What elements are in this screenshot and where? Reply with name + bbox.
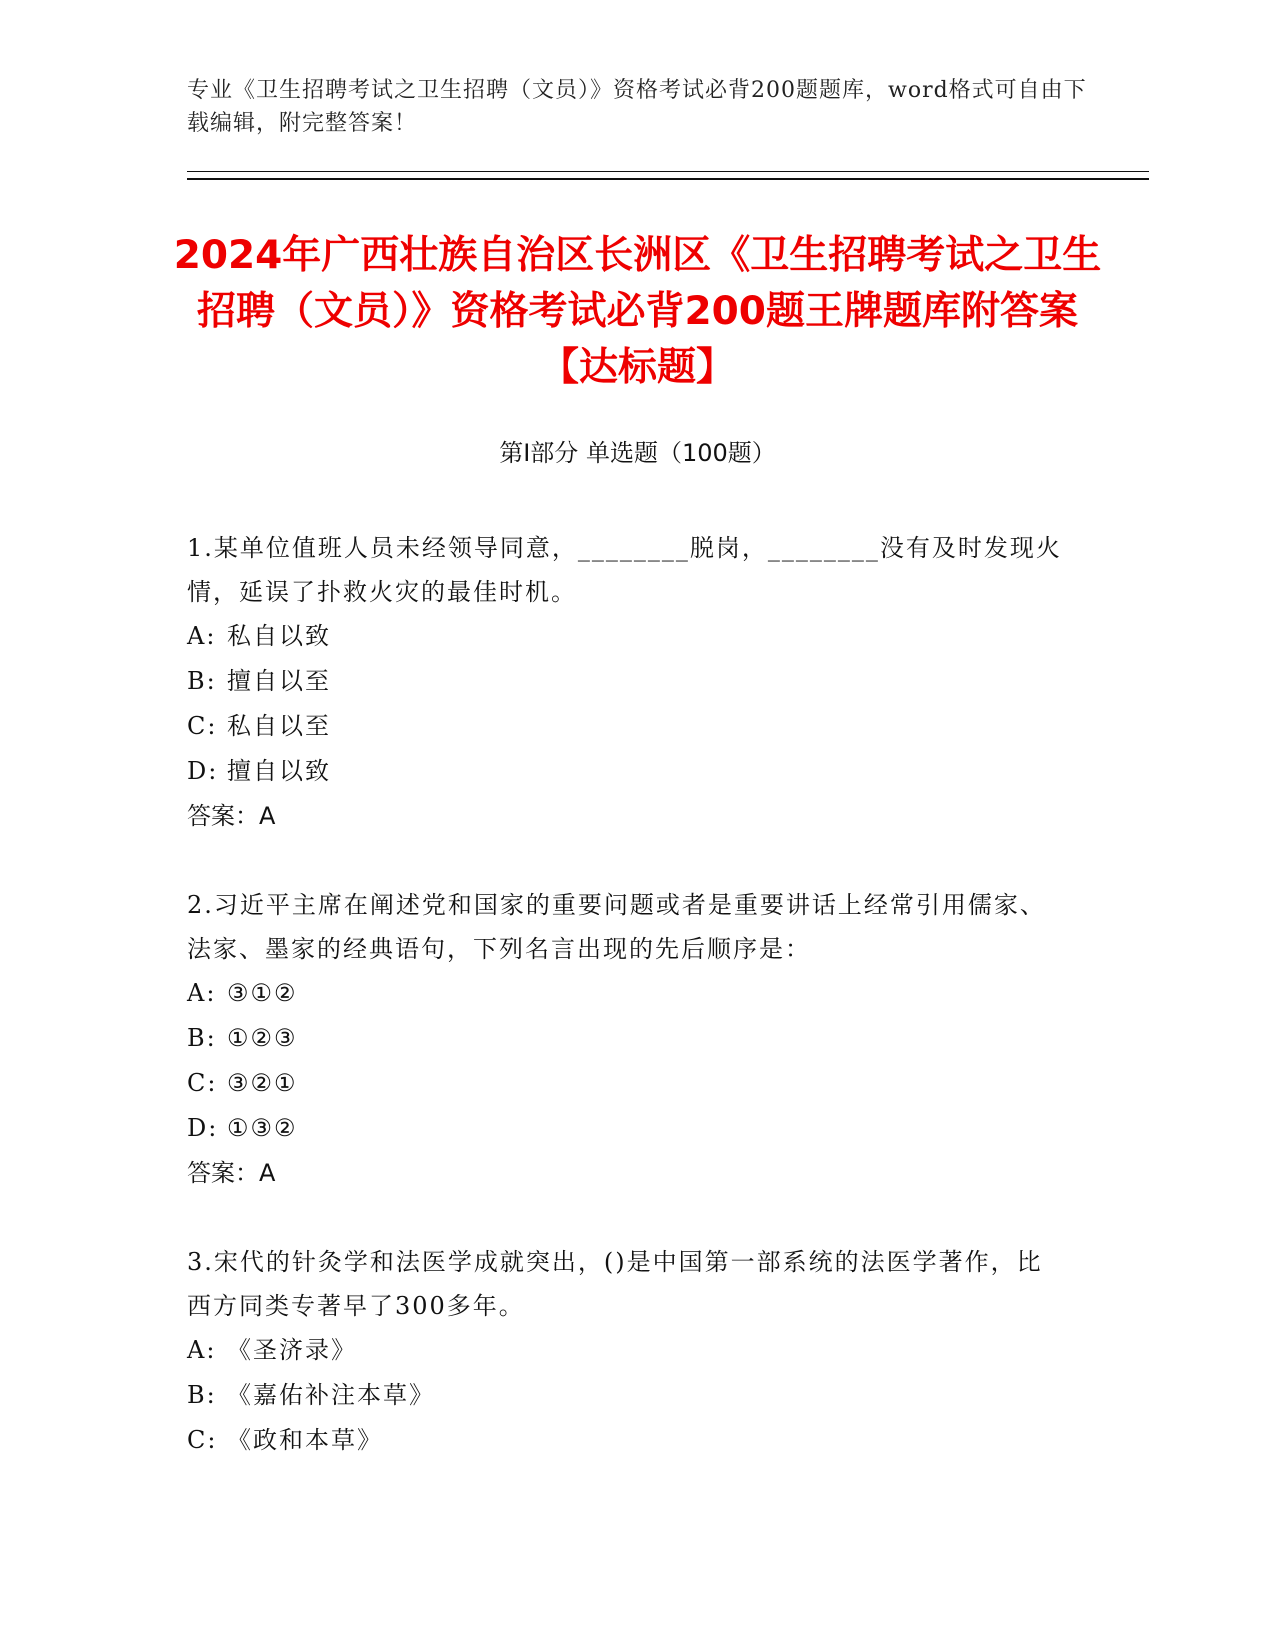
option-letter: A: [187, 979, 217, 1007]
option-b [187, 1373, 1067, 1418]
header-divider-thin [187, 171, 1149, 172]
option-c [187, 1061, 1067, 1106]
option-text: 《圣济录》 [227, 1336, 357, 1364]
option-c [187, 1418, 1067, 1463]
option-letter: D: [187, 757, 219, 785]
question-2 [187, 883, 1067, 1196]
option-letter: A: [187, 1336, 217, 1364]
option-letter: B: [187, 1024, 217, 1052]
option-text: ①③② [227, 1114, 298, 1142]
answer-line: 答案：A [187, 802, 276, 830]
option-text: ③①② [227, 979, 298, 1007]
option-c [187, 704, 1067, 749]
option-letter: B: [187, 667, 217, 695]
option-b [187, 1016, 1067, 1061]
option-letter: C: [187, 1426, 218, 1454]
section-title: 第I部分 单选题（100题） [499, 439, 776, 467]
answer-line: 答案：A [187, 1159, 276, 1187]
option-text: 私自以致 [227, 622, 331, 650]
question-1 [187, 526, 1067, 839]
question-list [187, 526, 1067, 1507]
question-stem: 2.习近平主席在阐述党和国家的重要问题或者是重要讲话上经常引用儒家、法家、墨家的经典语句，下列名言出现的先后顺序是： [187, 891, 1046, 963]
document-title: 2024年广西壮族自治区长洲区《卫生招聘考试之卫生招聘（文员）》资格考试必背200题王牌题库附答案【达标题】 [173, 233, 1102, 390]
option-text: 《政和本草》 [227, 1426, 383, 1454]
option-letter: C: [187, 712, 218, 740]
option-d [187, 1106, 1067, 1151]
option-b [187, 659, 1067, 704]
option-text: ③②① [227, 1069, 298, 1097]
option-letter: B: [187, 1381, 217, 1409]
question-stem: 3.宋代的针灸学和法医学成就突出，()是中国第一部系统的法医学著作，比西方同类专著早了300多年。 [187, 1248, 1043, 1320]
header-note: 专业《卫生招聘考试之卫生招聘（文员）》资格考试必背200题题库，word格式可自由下载编辑，附完整答案！ [187, 78, 1087, 136]
option-text: 私自以至 [227, 712, 331, 740]
question-3 [187, 1240, 1067, 1463]
option-a [187, 614, 1067, 659]
option-letter: A: [187, 622, 217, 650]
option-letter: D: [187, 1114, 219, 1142]
header-divider-thick [187, 178, 1149, 180]
option-d [187, 749, 1067, 794]
option-letter: C: [187, 1069, 218, 1097]
option-a [187, 1328, 1067, 1373]
option-text: 擅自以致 [227, 757, 331, 785]
option-text: ①②③ [227, 1024, 298, 1052]
question-stem: 1.某单位值班人员未经领导同意，________脱岗，________没有及时发现火情，延误了扑救火灾的最佳时机。 [187, 534, 1062, 606]
option-a [187, 971, 1067, 1016]
option-text: 《嘉佑补注本草》 [227, 1381, 435, 1409]
option-text: 擅自以至 [227, 667, 331, 695]
